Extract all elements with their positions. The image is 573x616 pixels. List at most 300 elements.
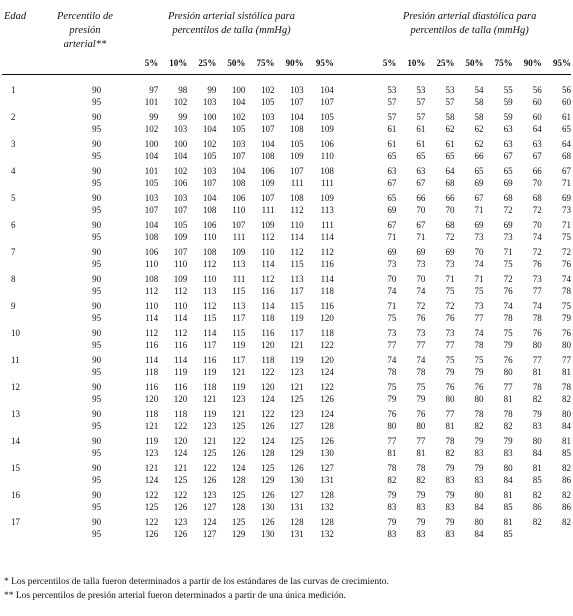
diastolic-cell: 60 <box>532 97 542 107</box>
diastolic-cell: 66 <box>474 151 484 161</box>
systolic-cell: 112 <box>174 328 188 338</box>
diastolic-cell: 75 <box>503 259 513 269</box>
systolic-cell: 123 <box>202 490 217 500</box>
table-row <box>2 231 571 243</box>
spacer-cell <box>334 366 368 378</box>
systolic-cell: 108 <box>261 151 275 161</box>
diastolic-cell: 82 <box>562 517 571 527</box>
systolic-cell: 122 <box>173 421 188 431</box>
systolic-cell: 114 <box>290 232 304 242</box>
diastolic-cell: 79 <box>445 517 455 527</box>
table-row <box>2 162 571 177</box>
systolic-cell: 107 <box>320 97 334 107</box>
systolic-cell: 107 <box>290 97 304 107</box>
diastolic-cell: 79 <box>416 394 426 404</box>
diastolic-cell: 74 <box>474 328 484 338</box>
systolic-cell: 114 <box>203 328 217 338</box>
spacer-cell <box>334 528 368 540</box>
systolic-cell: 116 <box>203 355 217 365</box>
systolic-cell: 129 <box>261 475 275 485</box>
diastolic-cell: 75 <box>387 313 397 323</box>
diastolic-cell: 76 <box>503 355 513 365</box>
diastolic-cell: 79 <box>562 313 571 323</box>
percentil-cell: 90 <box>92 328 102 338</box>
diastolic-cell: 83 <box>445 502 455 512</box>
age-cell <box>2 312 41 324</box>
systolic-cell: 110 <box>320 151 334 161</box>
diastolic-cell: 83 <box>445 529 455 539</box>
systolic-cell: 116 <box>320 301 334 311</box>
table-row <box>2 135 571 150</box>
systolic-cell: 107 <box>231 151 246 161</box>
dia-col-75: 75% <box>494 58 513 68</box>
diastolic-cell: 80 <box>562 340 571 350</box>
systolic-cell: 122 <box>173 490 188 500</box>
diastolic-cell: 80 <box>387 421 397 431</box>
systolic-cell: 124 <box>320 409 334 419</box>
age-cell: 1 <box>11 85 16 95</box>
percentil-cell: 90 <box>92 247 102 257</box>
table-row <box>2 177 571 189</box>
age-cell: 5 <box>11 193 16 203</box>
systolic-cell: 131 <box>290 529 304 539</box>
percentil-cell: 90 <box>92 166 102 176</box>
diastolic-cell: 57 <box>416 97 426 107</box>
age-cell <box>2 528 41 540</box>
diastolic-cell: 72 <box>562 247 571 257</box>
diastolic-cell: 76 <box>562 328 571 338</box>
percentil-cell: 95 <box>92 340 102 350</box>
diastolic-cell: 77 <box>416 340 426 350</box>
diastolic-cell: 75 <box>416 382 426 392</box>
diastolic-cell: 67 <box>416 220 426 230</box>
spacer-cell <box>334 420 368 432</box>
systolic-cell: 129 <box>290 448 304 458</box>
systolic-cell: 121 <box>231 409 246 419</box>
percentil-cell: 95 <box>92 97 102 107</box>
systolic-cell: 126 <box>261 490 275 500</box>
diastolic-cell: 84 <box>562 421 571 431</box>
systolic-cell: 103 <box>144 193 159 203</box>
percentil-cell: 90 <box>92 274 102 284</box>
percentil-cell: 95 <box>92 448 102 458</box>
systolic-cell: 104 <box>231 97 246 107</box>
diastolic-cell: 78 <box>387 367 397 377</box>
diastolic-cell: 63 <box>503 124 513 134</box>
diastolic-cell: 72 <box>532 247 542 257</box>
systolic-cell: 111 <box>290 178 304 188</box>
systolic-cell: 111 <box>232 274 246 284</box>
systolic-cell: 115 <box>232 286 246 296</box>
systolic-cell: 123 <box>290 409 304 419</box>
diastolic-cell: 82 <box>532 394 542 404</box>
systolic-cell: 106 <box>144 247 159 257</box>
diastolic-cell: 75 <box>387 382 397 392</box>
age-cell <box>2 501 41 513</box>
systolic-cell: 118 <box>203 382 217 392</box>
diastolic-cell: 76 <box>474 382 484 392</box>
spacer-cell <box>334 405 368 420</box>
diastolic-cell: 79 <box>474 463 484 473</box>
diastolic-cell: 78 <box>532 382 542 392</box>
spacer-cell <box>334 135 368 150</box>
systolic-cell: 116 <box>174 340 188 350</box>
diastolic-cell: 81 <box>562 436 571 446</box>
diastolic-cell: 71 <box>387 232 397 242</box>
systolic-cell: 114 <box>174 313 188 323</box>
diastolic-cell: 74 <box>532 232 542 242</box>
spacer-cell <box>334 501 368 513</box>
diastolic-cell: 82 <box>503 421 513 431</box>
systolic-cell: 113 <box>232 301 246 311</box>
table-row <box>2 528 571 540</box>
diastolic-cell: 83 <box>416 529 426 539</box>
systolic-cell: 114 <box>261 259 275 269</box>
diastolic-cell: 82 <box>562 490 571 500</box>
diastolic-cell: 64 <box>532 124 542 134</box>
percentil-cell: 95 <box>92 394 102 404</box>
spacer-cell <box>334 216 368 231</box>
diastolic-cell: 72 <box>445 232 455 242</box>
diastolic-cell: 54 <box>474 85 484 95</box>
diastolic-cell: 79 <box>503 340 513 350</box>
table-row <box>2 204 571 216</box>
systolic-cell: 104 <box>290 112 304 122</box>
systolic-cell: 123 <box>231 394 246 404</box>
systolic-cell: 125 <box>144 502 159 512</box>
sistolica-header: Presión arterial sistólica para percentilos de talla (mmHg) <box>167 11 296 36</box>
diastolic-cell: 86 <box>562 475 571 485</box>
diastolic-cell: 61 <box>387 139 397 149</box>
systolic-cell: 119 <box>203 409 217 419</box>
diastolic-cell: 66 <box>532 166 542 176</box>
table-row <box>2 459 571 474</box>
systolic-cell: 119 <box>290 313 304 323</box>
systolic-cell: 123 <box>202 421 217 431</box>
systolic-cell: 129 <box>231 529 246 539</box>
systolic-cell: 116 <box>174 382 188 392</box>
systolic-cell: 105 <box>320 112 334 122</box>
diastolic-cell: 73 <box>387 328 397 338</box>
diastolic-cell: 80 <box>416 421 426 431</box>
systolic-cell: 117 <box>203 340 217 350</box>
table-row <box>2 270 571 285</box>
diastolic-cell <box>542 528 571 540</box>
systolic-cell: 110 <box>145 259 159 269</box>
systolic-cell: 110 <box>203 274 217 284</box>
systolic-cell: 107 <box>261 193 275 203</box>
systolic-cell: 110 <box>145 301 159 311</box>
age-cell: 9 <box>11 301 16 311</box>
systolic-cell: 108 <box>231 178 246 188</box>
dia-col-50: 50% <box>465 58 484 68</box>
systolic-cell: 128 <box>320 517 334 527</box>
systolic-cell: 104 <box>144 151 159 161</box>
diastolic-cell: 59 <box>503 97 513 107</box>
systolic-cell: 110 <box>174 259 188 269</box>
systolic-cell: 104 <box>144 220 159 230</box>
systolic-cell: 100 <box>231 85 246 95</box>
age-cell <box>2 420 41 432</box>
systolic-cell: 108 <box>144 274 159 284</box>
systolic-cell: 125 <box>202 448 217 458</box>
edad-header: Edad <box>4 11 27 22</box>
age-cell: 12 <box>11 382 20 392</box>
systolic-cell: 127 <box>320 463 334 473</box>
diastolic-cell: 79 <box>445 367 455 377</box>
spacer-cell <box>334 189 368 204</box>
spacer-cell <box>334 162 368 177</box>
table-row <box>2 432 571 447</box>
diastolic-cell: 69 <box>445 247 455 257</box>
diastolic-cell: 86 <box>532 502 542 512</box>
systolic-cell: 126 <box>231 448 246 458</box>
diastolic-cell: 74 <box>503 301 513 311</box>
diastolic-cell: 70 <box>416 274 426 284</box>
diastolic-cell: 61 <box>445 139 455 149</box>
percentil-cell: 95 <box>92 421 102 431</box>
systolic-cell: 98 <box>178 85 188 95</box>
diastolic-cell: 82 <box>474 421 484 431</box>
diastolic-cell: 72 <box>532 205 542 215</box>
diastolic-cell: 74 <box>474 259 484 269</box>
diastolic-cell: 71 <box>416 232 426 242</box>
diastolic-cell: 84 <box>474 502 484 512</box>
diastolic-cell: 60 <box>562 97 571 107</box>
blood-pressure-table <box>2 10 571 540</box>
systolic-cell: 128 <box>231 475 246 485</box>
dia-col-25: 25% <box>436 58 455 68</box>
dia-col-10: 10% <box>407 58 426 68</box>
diastolic-cell: 80 <box>532 340 542 350</box>
systolic-cell: 106 <box>231 193 246 203</box>
systolic-cell: 128 <box>320 421 334 431</box>
diastolic-cell: 74 <box>387 355 397 365</box>
systolic-cell: 107 <box>231 220 246 230</box>
systolic-cell: 117 <box>232 355 246 365</box>
systolic-cell: 116 <box>261 286 275 296</box>
diastolic-cell: 71 <box>445 274 455 284</box>
systolic-cell: 125 <box>231 421 246 431</box>
diastolic-cell: 70 <box>474 247 484 257</box>
diastolic-cell: 72 <box>503 274 513 284</box>
sys-col-25: 25% <box>198 58 217 68</box>
diastolic-cell: 65 <box>387 193 397 203</box>
diastolic-cell: 61 <box>562 112 571 122</box>
systolic-cell: 107 <box>144 205 159 215</box>
systolic-cell: 106 <box>320 139 334 149</box>
diastolic-cell: 67 <box>387 220 397 230</box>
systolic-cell: 105 <box>173 220 188 230</box>
diastolic-cell: 70 <box>445 205 455 215</box>
systolic-cell: 99 <box>149 112 159 122</box>
diastolic-cell: 69 <box>474 220 484 230</box>
diastolic-cell: 64 <box>562 139 571 149</box>
systolic-cell: 111 <box>261 205 275 215</box>
age-cell: 16 <box>11 490 20 500</box>
systolic-cell: 118 <box>145 367 159 377</box>
systolic-cell: 126 <box>144 529 159 539</box>
systolic-cell: 130 <box>261 502 275 512</box>
spacer-cell <box>334 177 368 189</box>
diastolic-cell: 80 <box>474 517 484 527</box>
systolic-cell: 118 <box>261 313 275 323</box>
diastolic-cell: 53 <box>416 85 426 95</box>
systolic-cell: 115 <box>232 328 246 338</box>
spacer-cell <box>334 231 368 243</box>
systolic-cell: 127 <box>290 490 304 500</box>
systolic-cell: 123 <box>290 367 304 377</box>
systolic-cell: 124 <box>231 463 246 473</box>
systolic-cell: 122 <box>144 490 159 500</box>
diastolic-cell: 65 <box>562 124 571 134</box>
systolic-cell: 126 <box>173 502 188 512</box>
diastolic-cell: 61 <box>387 124 397 134</box>
systolic-cell: 109 <box>290 151 304 161</box>
diastolic-cell: 84 <box>532 448 542 458</box>
sys-col-95: 95% <box>315 58 334 68</box>
table-row <box>2 513 571 528</box>
systolic-cell: 122 <box>320 382 334 392</box>
spacer-cell <box>334 351 368 366</box>
percentil-cell: 90 <box>92 301 102 311</box>
diastolic-cell: 79 <box>474 436 484 446</box>
diastolic-cell: 81 <box>532 463 542 473</box>
diastolic-cell: 56 <box>532 85 542 95</box>
systolic-cell: 119 <box>232 382 246 392</box>
diastolic-cell: 83 <box>387 529 397 539</box>
diastolic-cell: 79 <box>474 367 484 377</box>
percentil-cell: 90 <box>92 193 102 203</box>
diastolic-cell: 67 <box>503 151 513 161</box>
diastolic-cell: 68 <box>445 178 455 188</box>
systolic-cell: 120 <box>320 313 334 323</box>
diastolic-cell: 81 <box>503 517 513 527</box>
diastolic-cell: 82 <box>532 517 542 527</box>
diastolic-cell: 83 <box>445 475 455 485</box>
diastolic-cell: 71 <box>562 220 571 230</box>
systolic-cell: 103 <box>202 166 217 176</box>
systolic-cell: 125 <box>231 490 246 500</box>
systolic-cell: 104 <box>261 139 275 149</box>
systolic-cell: 122 <box>144 517 159 527</box>
table-row <box>2 405 571 420</box>
diastolic-cell: 73 <box>445 259 455 269</box>
diastolic-cell: 67 <box>562 166 571 176</box>
systolic-cell: 108 <box>202 205 217 215</box>
systolic-cell: 120 <box>261 382 275 392</box>
systolic-cell: 118 <box>261 355 275 365</box>
systolic-cell: 97 <box>149 85 159 95</box>
systolic-cell: 104 <box>231 166 246 176</box>
diastolic-cell: 83 <box>387 502 397 512</box>
table-row <box>2 216 571 231</box>
age-cell: 17 <box>11 517 20 527</box>
diastolic-cell: 56 <box>562 85 571 95</box>
systolic-cell: 121 <box>290 382 304 392</box>
diastolic-cell: 75 <box>474 355 484 365</box>
diastolic-cell: 78 <box>562 286 571 296</box>
diastolic-cell: 79 <box>387 490 397 500</box>
diastolic-cell: 86 <box>562 502 571 512</box>
diastolic-cell: 55 <box>503 85 513 95</box>
age-cell <box>2 339 41 351</box>
diastolic-cell: 69 <box>503 178 513 188</box>
age-cell: 10 <box>11 328 20 338</box>
table-row <box>2 339 571 351</box>
systolic-cell: 109 <box>173 274 188 284</box>
diastolic-cell: 68 <box>445 220 455 230</box>
diastolic-cell: 69 <box>474 178 484 188</box>
percentil-cell: 95 <box>92 286 102 296</box>
systolic-cell: 114 <box>261 301 275 311</box>
diastolic-cell: 72 <box>416 301 426 311</box>
percentil-cell: 95 <box>92 205 102 215</box>
diastolic-cell: 57 <box>416 112 426 122</box>
systolic-cell: 119 <box>145 436 159 446</box>
percentil-cell: 90 <box>92 409 102 419</box>
age-cell: 7 <box>11 247 16 257</box>
diastolic-cell: 79 <box>416 490 426 500</box>
systolic-cell: 124 <box>320 367 334 377</box>
diastolic-cell: 77 <box>532 286 542 296</box>
diastolic-cell: 80 <box>445 394 455 404</box>
systolic-cell: 108 <box>290 124 304 134</box>
percentil-cell: 90 <box>92 382 102 392</box>
diastolic-cell: 80 <box>474 490 484 500</box>
systolic-cell: 103 <box>290 85 304 95</box>
age-cell: 3 <box>11 139 16 149</box>
systolic-cell: 124 <box>202 517 217 527</box>
systolic-cell: 102 <box>144 124 159 134</box>
diastolic-cell: 69 <box>562 193 571 203</box>
diastolic-cell: 62 <box>474 139 484 149</box>
systolic-cell: 121 <box>202 436 217 446</box>
diastolic-cell: 73 <box>474 232 484 242</box>
spacer-cell <box>334 204 368 216</box>
diastolic-cell: 81 <box>503 490 513 500</box>
systolic-cell: 101 <box>144 97 159 107</box>
systolic-cell: 114 <box>145 355 159 365</box>
systolic-cell: 124 <box>144 475 159 485</box>
age-cell <box>2 366 41 378</box>
diastolic-cell: 57 <box>387 112 397 122</box>
systolic-cell: 116 <box>145 382 159 392</box>
table-row <box>2 378 571 393</box>
age-cell <box>2 447 41 459</box>
diastolic-cell: 75 <box>445 355 455 365</box>
diastolic-cell: 68 <box>503 193 513 203</box>
table-row <box>2 351 571 366</box>
diastolic-cell: 81 <box>445 421 455 431</box>
systolic-cell: 107 <box>173 247 188 257</box>
spacer-cell <box>334 312 368 324</box>
spacer-cell <box>334 243 368 258</box>
systolic-cell: 117 <box>290 286 304 296</box>
diastolic-cell: 83 <box>474 448 484 458</box>
systolic-cell: 120 <box>261 340 275 350</box>
diastolic-cell: 58 <box>474 112 484 122</box>
diastolic-cell: 61 <box>416 139 426 149</box>
diastolic-cell: 70 <box>416 205 426 215</box>
percentil-cell: 90 <box>92 220 102 230</box>
diastolic-cell: 74 <box>416 355 426 365</box>
spacer-cell <box>334 432 368 447</box>
diastolic-cell: 85 <box>503 529 513 539</box>
diastolic-cell: 79 <box>387 394 397 404</box>
sys-col-50: 50% <box>227 58 246 68</box>
diastolic-cell: 77 <box>445 409 455 419</box>
